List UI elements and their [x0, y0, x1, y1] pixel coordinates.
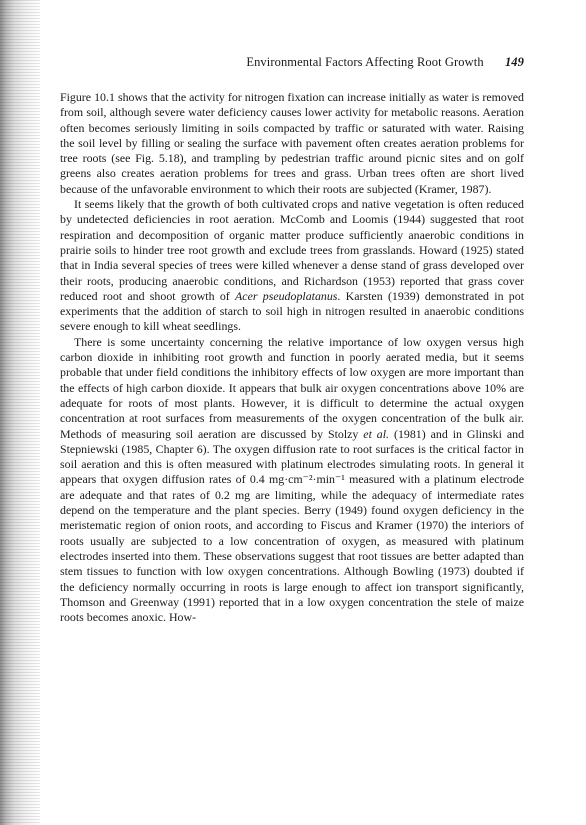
paragraph-2: It seems likely that the growth of both cultivated crops and native vegetation is often reduced by undetected deficiencies in root aeration. McComb and Loomis (1944) suggested that root respiration and decomposition of organic matter produce sufficiently anaerobic conditions in prairie soils to hinder tree root growth and exclude trees from grasslands. Howard (1925) stated that in India several species of trees were killed whenever a dense stand of grass developed over their roots, producing anaerobic conditions, and Richardson (1953) reported that grass cover reduced root and shoot growth of Acer pseudoplatanus. Karsten (1939) demonstrated in pot experiments that the addition of starch to soil high in nitrogen resulted in anaerobic conditions severe enough to kill wheat seedlings.	[60, 197, 524, 334]
paragraph-1: Figure 10.1 shows that the activity for nitrogen fixation can increase initially as water is removed from soil, although severe water deficiency causes lower activity for metabolic reasons. Aeration often becomes seriously limiting in soils compacted by traffic or saturated with water. Raising the soil level by filling or sealing the surface with pavement often creates aeration problems for tree roots (see Fig. 5.18), and trampling by pedestrian traffic around picnic sites and on golf greens also creates aeration problems for trees and grass. Urban trees often are short lived because of the unfavorable environment to which their roots are subjected (Kramer, 1987).	[60, 90, 524, 196]
running-title: Environmental Factors Affecting Root Growth	[246, 55, 484, 69]
running-header	[246, 55, 524, 70]
body-text	[60, 90, 524, 625]
italic-term: et al.	[363, 426, 390, 441]
page-binding-shadow	[0, 0, 40, 825]
italic-term: Acer pseudoplatanus	[235, 288, 338, 303]
page-number: 149	[504, 55, 524, 69]
paragraph-3: There is some uncertainty concerning the relative importance of low oxygen versus high carbon dioxide in inhibiting root growth and function in poorly aerated media, but it seems probable that under field conditions the inhibitory effects of low oxygen are more important than the effects of high carbon dioxide. It appears that bulk air oxygen concentrations above 10% are adequate for roots of most plants. However, it is difficult to determine the actual oxygen concentration at root surfaces from measurements of the oxygen concentration of the bulk air. Methods of measuring soil aeration are discussed by Stolzy et al. (1981) and in Glinski and Stepniewski (1985, Chapter 6). The oxygen diffusion rate to root surfaces is the critical factor in soil aeration and this is often measured with platinum electrodes simulating roots. In general it appears that oxygen diffusion rates of 0.4 mg·cm⁻²·min⁻¹ measured with a platinum electrode are adequate and that rates of 0.2 mg are limiting, while the adequacy of intermediate rates depend on the temperature and the plant species. Berry (1949) found oxygen deficiency in the meristematic region of onion roots, and according to Fiscus and Kramer (1970) the interiors of roots usually are subjected to a low concentration of oxygen, as measured with platinum electrodes inserted into them. These observations suggest that root tissues are better adapted than stem tissues to function with low oxygen concentrations. Although Bowling (1973) doubted if the deficiency normally occurring in roots is large enough to affect ion transport significantly, Thomson and Greenway (1991) reported that in a low oxygen concentration the stele of maize roots becomes anoxic. How-	[60, 334, 525, 625]
